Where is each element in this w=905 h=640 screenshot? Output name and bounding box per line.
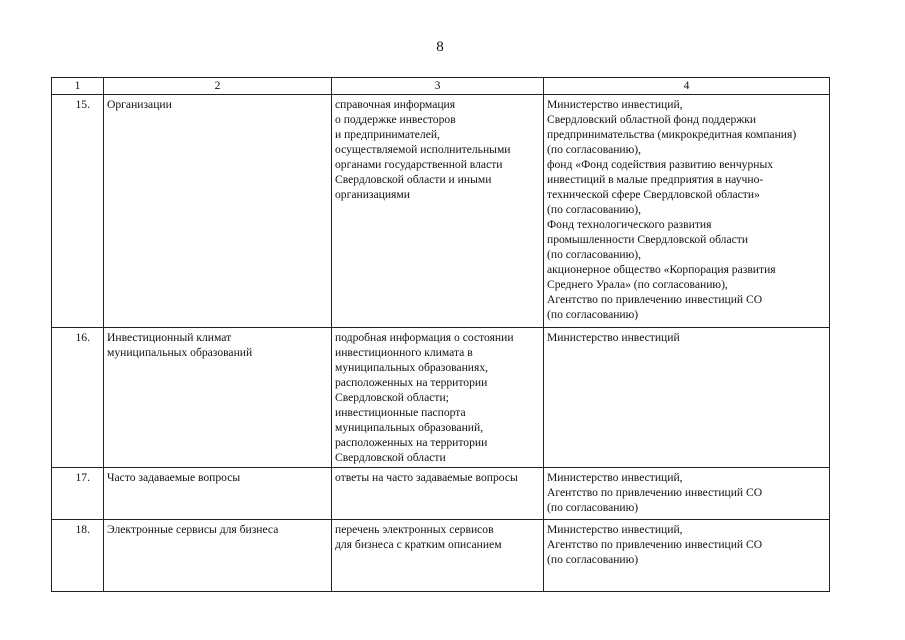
header-cell-1: 1 (52, 78, 104, 95)
table-row (52, 328, 830, 468)
responsible-org: Министерство инвестиций, Свердловский областной фонд поддержки предпринимательства (микрокредитная компания) (по согласованию), фонд «Фонд содействия развитию венчурных инвестиций в малые предприятия в научно- технической сфере Свердловской области» (по согласованию), Фонд технологического развития промышленности Свердловской области (по согласованию), акционерное общество «Корпорация развития Среднего Урала» (по согласованию), Агентство по привлечению инвестиций СО (по согласованию) (544, 95, 830, 328)
section-content: ответы на часто задаваемые вопросы (332, 468, 544, 520)
table-row (52, 468, 830, 520)
responsible-org: Министерство инвестиций, Агентство по привлечению инвестиций СО (по согласованию) (544, 520, 830, 592)
section-name: Организации (104, 95, 332, 328)
header-row (52, 78, 830, 95)
header-cell-3: 3 (332, 78, 544, 95)
document-table (51, 77, 830, 592)
header-cell-2: 2 (104, 78, 332, 95)
responsible-org: Министерство инвестиций (544, 328, 830, 468)
section-content: перечень электронных сервисов для бизнеса с кратким описанием (332, 520, 544, 592)
section-name: Инвестиционный климат муниципальных образований (104, 328, 332, 468)
row-number: 15. (52, 95, 104, 328)
section-name: Часто задаваемые вопросы (104, 468, 332, 520)
section-content: подробная информация о состоянии инвестиционного климата в муниципальных образованиях, расположенных на территории Свердловской области; инвестиционные паспорта муниципальных образований, расположенных на территории Свердловской области (332, 328, 544, 468)
table-row (52, 520, 830, 592)
section-name: Электронные сервисы для бизнеса (104, 520, 332, 592)
page-number: 8 (436, 39, 444, 55)
responsible-org: Министерство инвестиций, Агентство по привлечению инвестиций СО (по согласованию) (544, 468, 830, 520)
table-row (52, 95, 830, 328)
row-number: 17. (52, 468, 104, 520)
header-cell-4: 4 (544, 78, 830, 95)
row-number: 18. (52, 520, 104, 592)
row-number: 16. (52, 328, 104, 468)
section-content: справочная информация о поддержке инвесторов и предпринимателей, осуществляемой исполнительными органами государственной власти Свердловской области и иными организациями (332, 95, 544, 328)
